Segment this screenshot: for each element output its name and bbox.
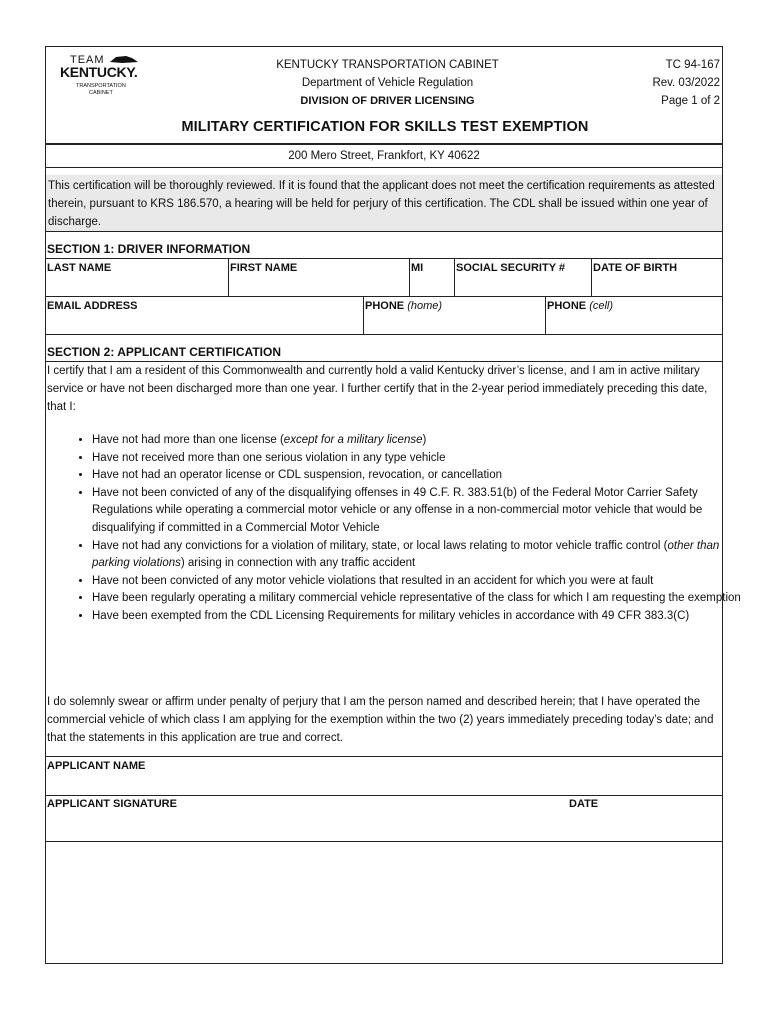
logo-kentucky: KENTUCKY. [60,64,138,80]
certification-list [66,432,752,626]
phone-cell-label [547,300,613,312]
logo-cabinet: CABINET [89,90,113,96]
list-item [92,538,752,573]
divider [45,334,723,335]
team-kentucky-logo [60,54,144,104]
applicant-signature-field[interactable] [46,812,561,840]
mi-label: MI [411,262,424,274]
first-name-label: FIRST NAME [230,262,298,274]
divider [45,231,723,232]
divider [45,795,723,796]
divider [45,841,723,842]
agency-header [220,56,555,110]
phone-home-field[interactable] [364,314,545,333]
phone-cell-text: PHONE [547,300,587,312]
phone-cell-qualifier: (cell) [589,300,614,312]
last-name-field[interactable] [46,274,228,295]
notice-text: This certification will be thoroughly reviewed. If it is found that the applicant does not meet the certification requirements as attested therein, pursuant to KRS 186.570, a hearing will be held for perjury of this certification. The CDL shall be issued within one year of discharge. [48,180,715,228]
section1-heading: SECTION 1: DRIVER INFORMATION [47,242,251,256]
list-item: • Have not been convicted of any motor vehicle violations that resulted in an accident for which you were at fault [92,573,752,591]
applicant-name-label: APPLICANT NAME [47,760,146,772]
item-text: Have not had more than one license ( [92,434,284,446]
divider [45,756,723,757]
date-label: DATE [569,798,599,810]
email-field[interactable] [46,314,363,333]
applicant-name-field[interactable] [46,774,722,794]
last-name-label: LAST NAME [47,262,112,274]
divider [45,167,723,168]
section2-heading: SECTION 2: APPLICANT CERTIFICATION [47,345,281,359]
form-number: TC 94-167 [665,59,720,71]
phone-home-qualifier: (home) [407,300,443,312]
certification-intro: I certify that I am a resident of this Commonwealth and currently hold a valid Kentucky driver’s license, and I am in active military service or have not been discharged more than one year. I further certify that in the 2-year period immediately preceding this date, that I: [47,365,708,413]
item-text: ) [422,434,427,446]
phone-cell-field[interactable] [546,314,722,333]
page-number: Page 1 of 2 [661,95,720,107]
date-field[interactable] [566,812,722,840]
item-text: Have not had any convictions for a violation of military, state, or local laws relating to motor vehicle traffic control ( [92,539,668,552]
logo-transportation: TRANSPORTATION [76,83,126,89]
phone-home-label [365,300,442,312]
email-label: EMAIL ADDRESS [47,300,138,312]
list-item: • Have not been convicted of any of the disqualifying offenses in 49 C.F. R. 383.51(b) of the Federal Motor Carrier Safety Regulations while operating a commercial motor vehicle or any offense in a non-commercial motor vehicle that would be disqualifying if committed in a Commercial Motor Vehicle [92,485,752,538]
list-item: • Have been regularly operating a military commercial vehicle representative of the class for which I am requesting the exemption [92,590,752,608]
applicant-signature-label: APPLICANT SIGNATURE [47,798,177,810]
divider [45,258,723,259]
first-name-field[interactable] [229,274,409,295]
form-revision: Rev. 03/2022 [652,77,720,89]
phone-home-text: PHONE [365,300,405,312]
list-item: • Have not received more than one serious violation in any type vehicle [92,450,752,468]
mi-field[interactable] [410,274,454,295]
item-italic: other than parking violations [92,539,720,570]
agency-name: KENTUCKY TRANSPORTATION CABINET [276,59,499,71]
notice-box [46,175,722,231]
list-item: • Have not had an operator license or CDL suspension, revocation, or cancellation [92,467,752,485]
division-name: DIVISION OF DRIVER LICENSING [300,95,475,107]
list-item [92,432,752,450]
item-italic: except for a military license [283,434,423,446]
logo-team: TEAM [70,54,105,66]
department-name: Department of Vehicle Regulation [301,77,474,89]
divider [45,296,723,297]
item-text: ) arising in connection with any traffic accident [180,557,416,570]
form-info [652,56,720,110]
list-item: • Have been exempted from the CDL Licensing Requirements for military vehicles in accordance with 49 CFR 383.3(C) [92,608,752,626]
form-title: MILITARY CERTIFICATION FOR SKILLS TEST EXEMPTION [181,119,589,135]
ssn-field[interactable] [455,274,591,295]
dob-label: DATE OF BIRTH [593,262,678,274]
address: 200 Mero Street, Frankfort, KY 40622 [288,150,480,162]
oath-text: I do solemnly swear or affirm under penalty of perjury that I am the person named and described herein; that I have operated the commercial vehicle of which class I am applying for the exemption within the two (2) years immediately preceding today’s date; and that the statements in this application are true and correct. [47,696,714,744]
title-divider [45,143,723,145]
dob-field[interactable] [592,274,722,295]
ssn-label: SOCIAL SECURITY # [456,262,566,274]
